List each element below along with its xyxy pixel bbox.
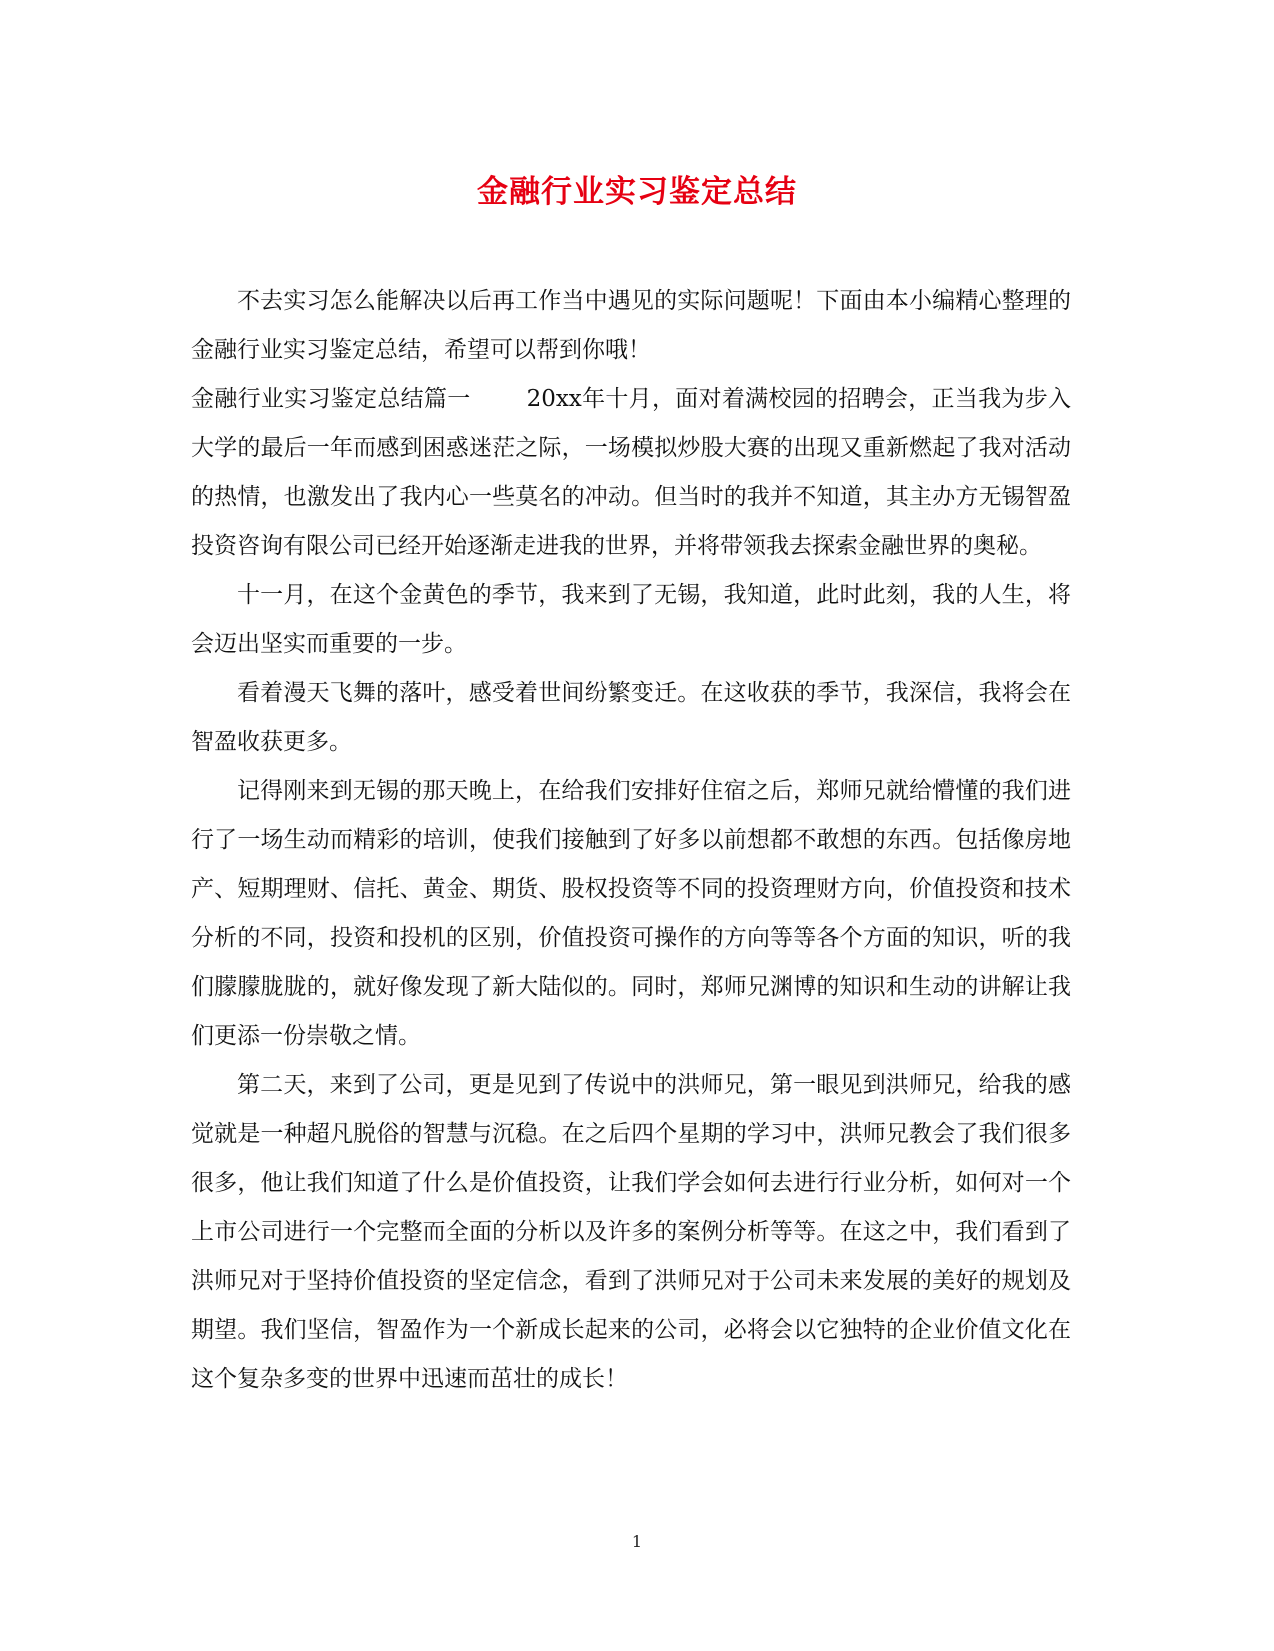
- body-paragraph: 第二天，来到了公司，更是见到了传说中的洪师兄，第一眼见到洪师兄，给我的感觉就是一种超凡脱俗的智慧与沉稳。在之后四个星期的学习中，洪师兄教会了我们很多很多，他让我们知道了什么是价值投资，让我们学会如何去进行行业分析，如何对一个上市公司进行一个完整而全面的分析以及许多的案例分析等等。在这之中，我们看到了洪师兄对于坚持价值投资的坚定信念，看到了洪师兄对于公司未来发展的美好的规划及期望。我们坚信，智盈作为一个新成长起来的公司，必将会以它独特的企业价值文化在这个复杂多变的世界中迅速而茁壮的成长！: [191, 1072, 1071, 1392]
- section-first-paragraph: [191, 375, 1071, 571]
- document-title: 金融行业实习鉴定总结: [477, 174, 797, 210]
- intro-paragraph: 不去实习怎么能解决以后再工作当中遇见的实际问题呢！下面由本小编精心整理的金融行业实习鉴定总结，希望可以帮到你哦！: [191, 288, 1071, 363]
- document-body: [191, 277, 1071, 1404]
- section-first-text: 20xx年十月，面对着满校园的招聘会，正当我为步入大学的最后一年而感到困惑迷茫之际，一场模拟炒股大赛的出现又重新燃起了我对活动的热情，也激发出了我内心一些莫名的冲动。但当时的我并不知道，其主办方无锡智盈投资咨询有限公司已经开始逐渐走进我的世界，并将带领我去探索金融世界的奥秘。: [191, 386, 1071, 559]
- body-paragraph: 记得刚来到无锡的那天晚上，在给我们安排好住宿之后，郑师兄就给懵懂的我们进行了一场生动而精彩的培训，使我们接触到了好多以前想都不敢想的东西。包括像房地产、短期理财、信托、黄金、期货、股权投资等不同的投资理财方向，价值投资和技术分析的不同，投资和投机的区别，价值投资可操作的方向等等各个方面的知识，听的我们朦朦胧胧的，就好像发现了新大陆似的。同时，郑师兄渊博的知识和生动的讲解让我们更添一份崇敬之情。: [191, 778, 1071, 1049]
- body-paragraph: 看着漫天飞舞的落叶，感受着世间纷繁变迁。在这收获的季节，我深信，我将会在智盈收获更多。: [191, 680, 1071, 755]
- section-heading: 金融行业实习鉴定总结篇一: [191, 386, 471, 412]
- body-paragraph: 十一月，在这个金黄色的季节，我来到了无锡，我知道，此时此刻，我的人生，将会迈出坚实而重要的一步。: [191, 582, 1071, 657]
- page-number: 1: [631, 1532, 643, 1551]
